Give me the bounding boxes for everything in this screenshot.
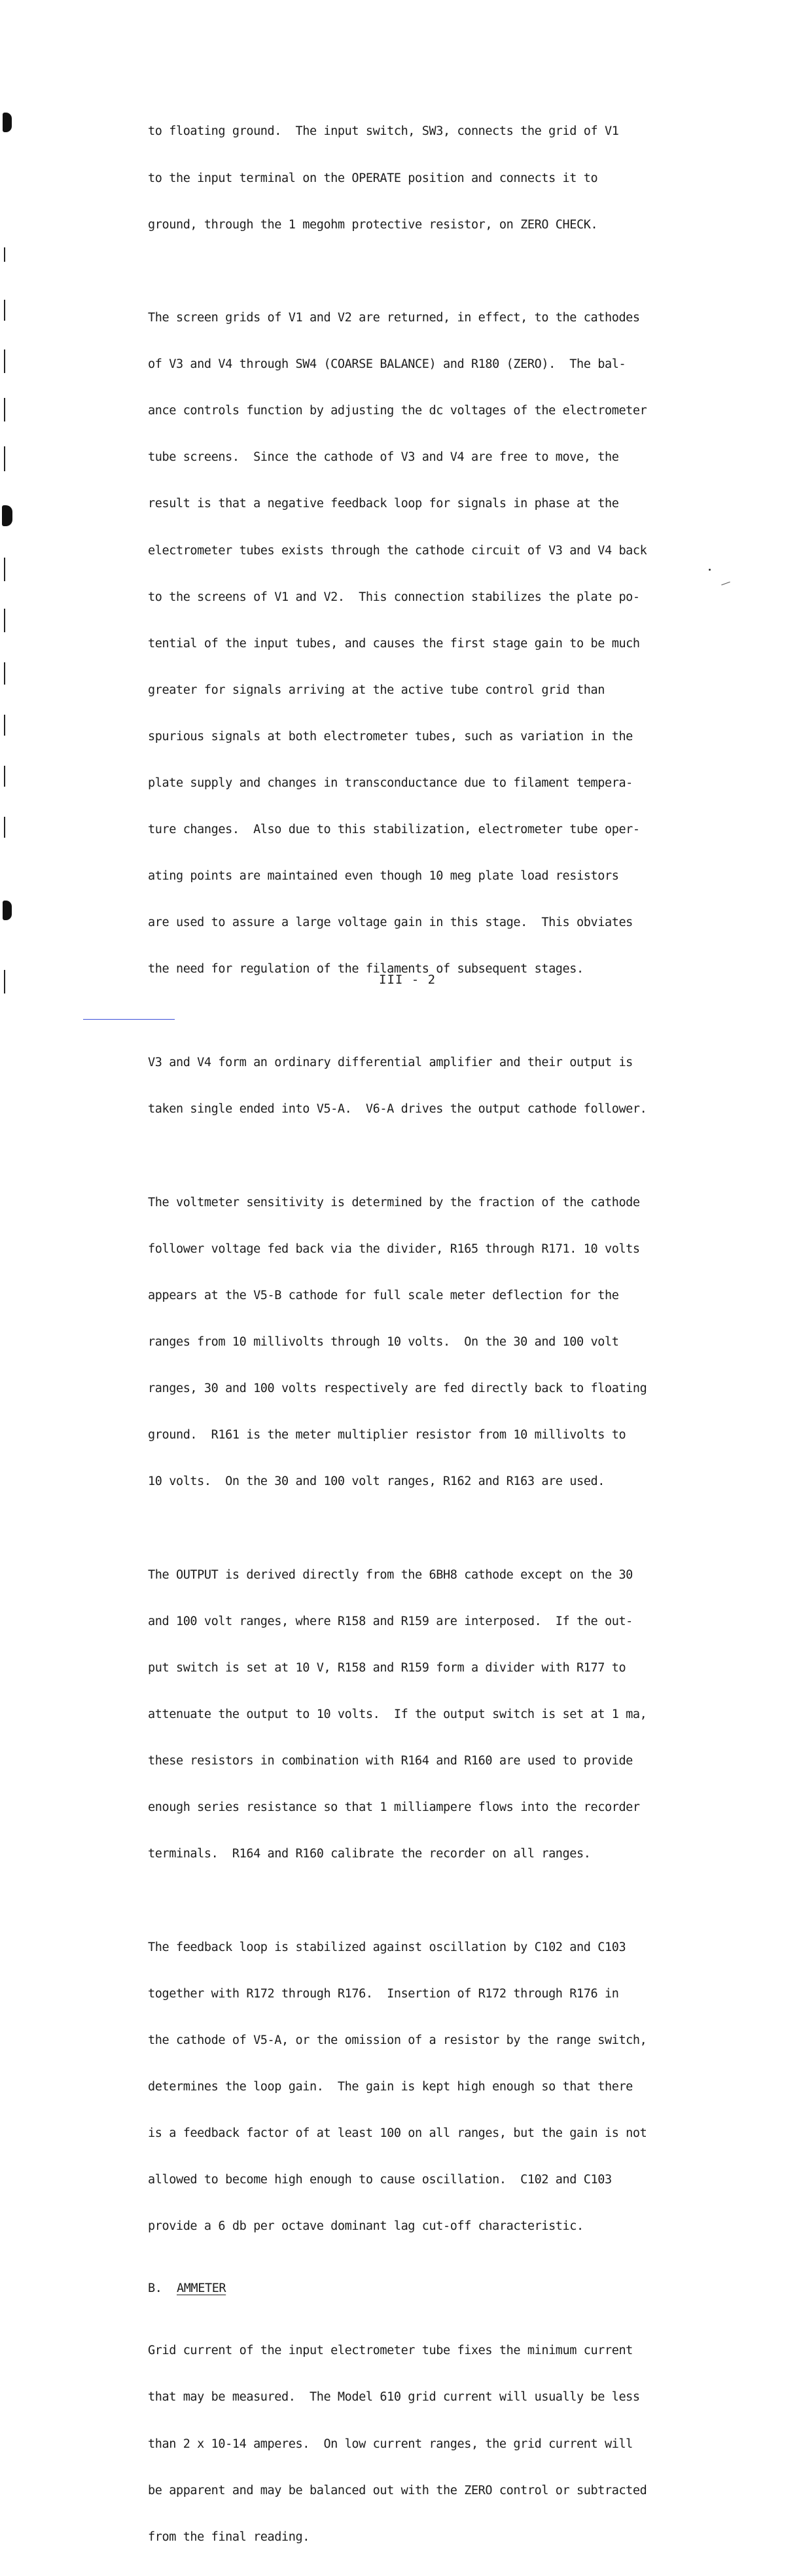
binding-mark — [4, 970, 5, 993]
text-line: plate supply and changes in transconductance due to filament tempera- — [148, 776, 633, 791]
text-line: that may be measured. The Model 610 grid current will usually be less — [148, 2390, 640, 2405]
text-line: appears at the V5-B cathode for full scale meter deflection for the — [148, 1288, 619, 1302]
binding-mark — [4, 349, 5, 373]
binding-hole — [2, 505, 12, 526]
text-line: and 100 volt ranges, where R158 and R159 are interposed. If the out- — [148, 1614, 633, 1628]
text-line: ture changes. Also due to this stabilization, electrometer tube oper- — [148, 823, 640, 837]
text-line: to the input terminal on the OPERATE position and connects it to — [148, 171, 598, 185]
section-letter: B. — [148, 2281, 162, 2296]
page-number: III - 2 — [379, 973, 436, 987]
text-line: tube screens. Since the cathode of V3 and V4 are free to move, the — [148, 450, 619, 465]
binding-mark — [4, 662, 5, 685]
text-line: result is that a negative feedback loop for signals in phase at the — [148, 497, 619, 511]
scan-rule — [83, 1019, 175, 1020]
text-line: taken single ended into V5-A. V6-A drives the output cathode follower. — [148, 1102, 647, 1116]
paragraph-output — [148, 1536, 711, 1893]
text-line: ground, through the 1 megohm protective resistor, on ZERO CHECK. — [148, 217, 598, 232]
text-line: put switch is set at 10 V, R158 and R159 form a divider with R177 to — [148, 1660, 626, 1675]
text-line: follower voltage fed back via the divider, R165 through R171. 10 volts — [148, 1242, 640, 1256]
text-line: The voltmeter sensitivity is determined by the fraction of the cathode — [148, 1195, 640, 1209]
text-line: the need for regulation of the filaments of subsequent stages. — [148, 962, 584, 976]
paragraph-input-switch — [148, 93, 711, 264]
paragraph-grid-current — [148, 2312, 711, 2576]
text-line: The feedback loop is stabilized against oscillation by C102 and C103 — [148, 1940, 626, 1954]
text-line: is a feedback factor of at least 100 on all ranges, but the gain is not — [148, 2126, 647, 2140]
text-line: are used to assure a large voltage gain in this stage. This obviates — [148, 916, 633, 930]
text-line: The OUTPUT is derived directly from the 6BH8 cathode except on the 30 — [148, 1567, 633, 1582]
text-line: determines the loop gain. The gain is kept high enough so that there — [148, 2079, 633, 2094]
text-line: ating points are maintained even though 10 meg plate load resistors — [148, 869, 619, 884]
text-line: to floating ground. The input switch, SW3, connects the grid of V1 — [148, 124, 619, 139]
paragraph-voltmeter-sensitivity — [148, 1164, 711, 1520]
text-line: electrometer tubes exists through the cathode circuit of V3 and V4 back — [148, 543, 647, 558]
section-heading — [148, 2281, 711, 2297]
paragraph-differential-amplifier — [148, 1024, 711, 1149]
text-line: together with R172 through R176. Insertion of R172 through R176 in — [148, 1986, 619, 2001]
binding-mark — [4, 817, 5, 838]
binding-mark — [4, 558, 5, 581]
section-title: AMMETER — [177, 2281, 226, 2296]
text-line: attenuate the output to 10 volts. If the output switch is set at 1 ma, — [148, 1707, 647, 1721]
text-line: greater for signals arriving at the active tube control grid than — [148, 683, 605, 697]
text-line: to the screens of V1 and V2. This connection stabilizes the plate po- — [148, 590, 640, 604]
text-line: provide a 6 db per octave dominant lag cut-off characteristic. — [148, 2219, 584, 2234]
text-line: Grid current of the input electrometer tube fixes the minimum current — [148, 2344, 633, 2358]
text-line: tential of the input tubes, and causes the first stage gain to be much — [148, 636, 640, 651]
text-line: 10 volts. On the 30 and 100 volt ranges, R162 and R163 are used. — [148, 1475, 605, 1489]
binding-mark — [4, 247, 5, 262]
scan-mark — [721, 582, 730, 586]
text-line: enough series resistance so that 1 milliampere flows into the recorder — [148, 1800, 640, 1815]
binding-mark — [4, 300, 5, 321]
text-line: allowed to become high enough to cause oscillation. C102 and C103 — [148, 2173, 612, 2187]
text-line: than 2 x 10-14 amperes. On low current ranges, the grid current will — [148, 2437, 633, 2451]
binding-mark — [4, 609, 5, 632]
paragraph-screen-grids — [148, 279, 711, 1009]
binding-mark — [4, 398, 5, 421]
binding-hole — [3, 113, 12, 132]
text-line: of V3 and V4 through SW4 (COARSE BALANCE) and R180 (ZERO). The bal- — [148, 357, 626, 372]
binding-mark — [4, 446, 5, 471]
binding-mark — [4, 766, 5, 787]
text-line: these resistors in combination with R164 and R160 are used to provide — [148, 1753, 633, 1768]
text-line: ground. R161 is the meter multiplier resistor from 10 millivolts to — [148, 1427, 626, 1442]
binding-hole — [3, 901, 12, 920]
text-line: ranges, 30 and 100 volts respectively are fed directly back to floating — [148, 1381, 647, 1395]
text-line: V3 and V4 form an ordinary differential amplifier and their output is — [148, 1055, 633, 1069]
binding-mark — [4, 715, 5, 736]
paragraph-feedback-loop — [148, 1908, 711, 2265]
scan-speck — [709, 569, 711, 571]
text-line: terminals. R164 and R160 calibrate the recorder on all ranges. — [148, 1847, 591, 1861]
document-body — [148, 93, 711, 2576]
text-line: from the final reading. — [148, 2530, 310, 2544]
text-line: spurious signals at both electrometer tubes, such as variation in the — [148, 729, 633, 743]
text-line: be apparent and may be balanced out with the ZERO control or subtracted — [148, 2483, 647, 2497]
text-line: ance controls function by adjusting the dc voltages of the electrometer — [148, 404, 647, 418]
text-line: ranges from 10 millivolts through 10 volts. On the 30 and 100 volt — [148, 1334, 619, 1349]
text-line: The screen grids of V1 and V2 are returned, in effect, to the cathodes — [148, 311, 640, 325]
text-line: the cathode of V5-A, or the omission of a resistor by the range switch, — [148, 2033, 647, 2047]
